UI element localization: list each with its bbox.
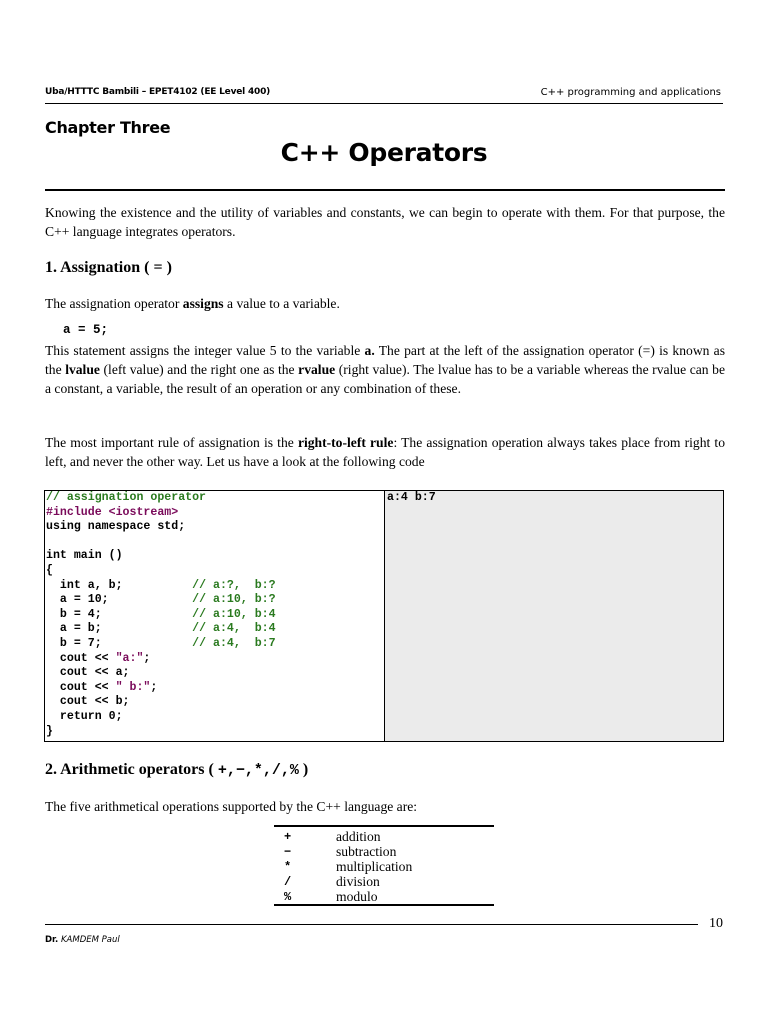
intro-paragraph: Knowing the existence and the utility of variables and constants, we can begin to operate with them. For that purpose, the C++ language integrates operators. bbox=[45, 205, 725, 239]
section-1-heading: 1. Assignation ( = ) bbox=[45, 259, 172, 276]
lvalue-rvalue-paragraph: This statement assigns the integer value 5 to the variable a. The part at the left of the assignation operator (=) is known as the lvalue (left value) and the right one as the rvalue (right value). The lvalue has to be a variable whereas the rvalue can be a constant, a variable, the result of an operation or any combination of these. bbox=[45, 343, 726, 396]
operator-symbol: * bbox=[284, 859, 292, 874]
operator-row-multiplication bbox=[274, 859, 494, 874]
operator-row-addition bbox=[274, 829, 494, 844]
assignation-definition: The assignation operator assigns a value to a variable. bbox=[45, 296, 340, 311]
operator-symbol: − bbox=[284, 844, 292, 859]
operator-name: multiplication bbox=[336, 858, 413, 874]
operator-symbol: % bbox=[284, 889, 292, 904]
output-text: a:4 b:7 bbox=[387, 491, 436, 504]
page-number: 10 bbox=[709, 916, 723, 931]
operator-name: subtraction bbox=[336, 843, 397, 859]
section-2-heading: 2. Arithmetic operators ( +,−,*,/,% ) bbox=[45, 761, 309, 779]
header-divider bbox=[45, 103, 723, 104]
arithmetic-intro: The five arithmetical operations supported by the C++ language are: bbox=[45, 799, 418, 814]
rvalue-term: rvalue bbox=[298, 362, 336, 377]
operator-symbols: +,−,*,/,% bbox=[217, 762, 299, 779]
lvalue-term: lvalue bbox=[65, 362, 100, 377]
code-pre: // assignation operator #include <iostream> using namespace std; int main () { int a, b; // a:?, b:? a = 10; // a:10, b:? b = 4; // a:10, b:4 a = b; // a:4, b:4 b = 7; // a:4, b:7 cout << "a:"; cout << a; cout << " b:"; cout << b; return 0; } bbox=[46, 491, 276, 738]
operator-row-subtraction bbox=[274, 844, 494, 859]
footer-author: Dr. KAMDEM Paul bbox=[45, 935, 120, 945]
page-title: C++ Operators bbox=[280, 138, 488, 167]
chapter-label: Chapter Three bbox=[45, 118, 171, 137]
operator-name: addition bbox=[336, 828, 381, 844]
assignment-code-sample: a = 5; bbox=[63, 323, 109, 337]
code-example-table bbox=[44, 490, 724, 742]
footer-divider bbox=[45, 924, 698, 925]
header-book-title: C++ programming and applications bbox=[540, 87, 721, 98]
title-divider bbox=[45, 189, 725, 191]
arithmetic-operator-table bbox=[274, 825, 494, 906]
right-to-left-term: right-to-left rule bbox=[297, 435, 394, 450]
assigns-term: assigns bbox=[182, 296, 224, 311]
code-listing bbox=[45, 491, 385, 741]
operator-row-modulo bbox=[274, 889, 494, 904]
right-to-left-paragraph: The most important rule of assignation is the right-to-left rule: The assignation operation always takes place from right to left, and never the other way. Let us have a look at the following code bbox=[45, 435, 725, 469]
operator-symbol: + bbox=[284, 829, 292, 844]
operator-symbol: / bbox=[284, 874, 292, 889]
operator-name: division bbox=[336, 873, 380, 889]
operator-name: modulo bbox=[336, 888, 378, 904]
operator-row-division bbox=[274, 874, 494, 889]
header-course-info: Uba/HTTTC Bambili – EPET4102 (EE Level 400) bbox=[45, 87, 271, 97]
program-output bbox=[385, 491, 723, 741]
